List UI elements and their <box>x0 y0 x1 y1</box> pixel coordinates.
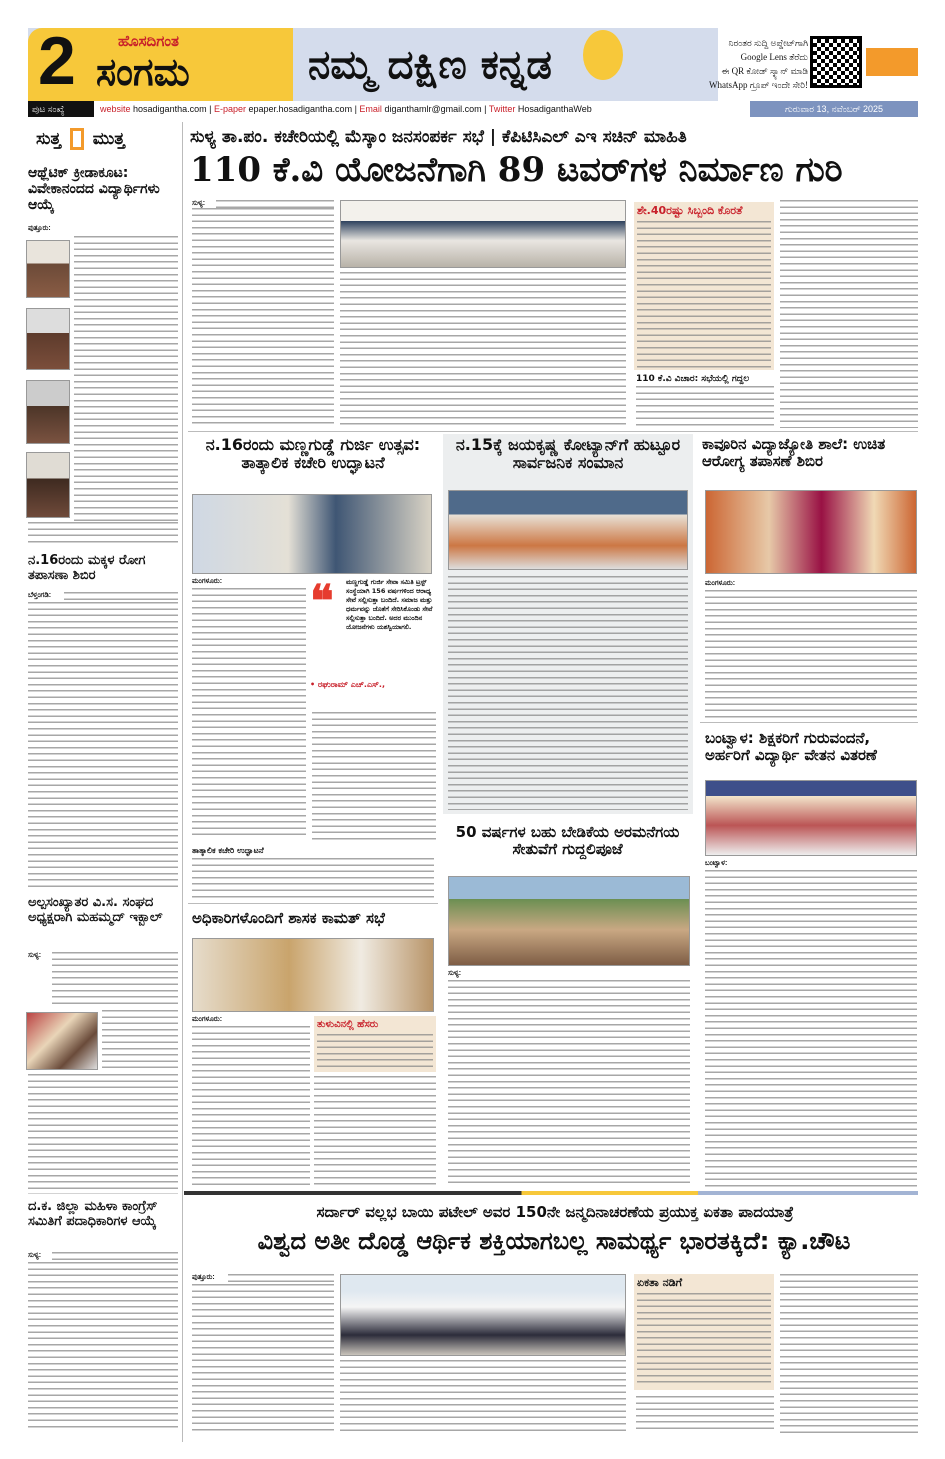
body-text <box>636 1396 774 1434</box>
quote-box <box>310 578 438 698</box>
quote-icon: ❝ <box>310 576 334 627</box>
section-title: ನಮ್ಮ ದಕ್ಷಿಣ ಕನ್ನಡ <box>308 42 552 88</box>
padayatra-photo <box>340 1274 626 1356</box>
logo-right: ಮುತ್ತ <box>92 129 125 149</box>
website-label: website <box>100 104 131 114</box>
bantwal-headline: ಬಂಟ್ವಾಳ: ಶಿಕ್ಷಕರಿಗೆ ಗುರುವಂದನೆ, ಅರ್ಹರಿಗೆ ವಿದ್ಯಾರ್ಥಿ ವೇತನ ವಿತರಣೆ <box>705 729 877 765</box>
qr-note-line: ಈ QR ಕೋಡ್ ಸ್ಕ್ಯಾನ್ ಮಾಡಿ <box>721 66 808 76</box>
body-text <box>340 1360 626 1434</box>
kavoor-dateline: ಮಂಗಳೂರು: <box>705 580 736 587</box>
info-strip <box>28 101 918 117</box>
bottom-kicker: ಸರ್ದಾರ್ ವಲ್ಲಭ ಬಾಯಿ ಪಟೇಲ್ ಅವರ 150ನೇ ಜನ್ಮದಿನಾಚರಣೆಯ ಪ್ರಯುಕ್ತ ಏಕತಾ ಪಾದಯಾತ್ರೆ <box>316 1203 794 1221</box>
body-text <box>448 980 690 1188</box>
body-text <box>637 1293 771 1387</box>
body-text <box>192 1026 310 1188</box>
bottom-sidebar-box <box>634 1274 774 1390</box>
student-photo <box>26 240 70 298</box>
supplement-name: ಸಂಗಮ <box>96 50 190 94</box>
brand-logo: ಹೊಸದಿಗಂತ <box>118 32 179 50</box>
left-story-4-dateline: ಸುಳ್ಯ: <box>28 1252 42 1259</box>
gurji-headline: ನ.16ರಂದು ಮಣ್ಣಗುಡ್ಡೆ ಗುರ್ಜಿ ಉತ್ಸವ: ತಾತ್ಕಾಲಿಕ ಕಚೇರಿ ಉದ್ಘಾಟನೆ <box>205 435 421 473</box>
felicitation-stage-photo <box>448 490 688 570</box>
email-link[interactable]: diganthamlr@gmail.com <box>384 104 482 114</box>
health-camp-photo <box>705 490 917 574</box>
body-text <box>28 522 178 546</box>
links: website hosadigantha.com | E-paper epaper.hosadigantha.com | Email diganthamlr@gmail.com | Twitter HosadiganthaWeb <box>100 104 592 114</box>
lead-headline: 110 ಕೆ.ವಿ ಯೋಜನೆಗಾಗಿ 89 ಟವರ್‌ಗಳ ನಿರ್ಮಾಣ ಗುರಿ <box>190 150 843 190</box>
body-text <box>780 200 918 428</box>
left-story-3-headline: ಅಲ್ಪಸಂಖ್ಯಾತರ ವಿ.ಸ. ಸಂಘದ ಅಧ್ಯಕ್ಷರಾಗಿ ಮಹಮ್ಮದ್ ಇಕ್ಬಾಲ್ <box>28 895 163 925</box>
award-ceremony-photo <box>705 780 917 856</box>
masthead <box>28 23 918 101</box>
page-number: 2 <box>38 23 76 99</box>
student-photo <box>26 380 70 444</box>
left-story-1-dateline: ಪುತ್ತೂರು: <box>28 225 51 232</box>
body-text <box>192 1284 334 1434</box>
body-text <box>705 870 917 1188</box>
body-text <box>314 1076 436 1188</box>
kamath-headline: ಅಧಿಕಾರಿಗಳೊಂದಿಗೆ ಶಾಸಕ ಕಾಮತ್ ಸಭೆ <box>192 909 385 927</box>
body-text <box>74 236 178 522</box>
kavoor-headline: ಕಾವೂರಿನ ವಿದ್ಯಾಜ್ಯೋತಿ ಶಾಲೆ: ಉಚಿತ ಆರೋಗ್ಯ ತಪಾಸಣೆ ಶಿಬಿರ <box>702 435 886 471</box>
bantwal-dateline: ಬಂಟ್ವಾಳ: <box>705 860 728 867</box>
box-title: ತುಳುವಿನಲ್ಲಿ ಹೆಸರು <box>317 1019 379 1030</box>
body-text <box>636 386 774 428</box>
qr-note-line: WhatsApp ಗ್ರೂಪ್ ಇಂದೇ ಸೇರಿ! <box>708 80 808 90</box>
column-divider <box>182 122 183 1442</box>
body-text <box>780 1274 918 1434</box>
website-link[interactable]: hosadigantha.com <box>133 104 207 114</box>
meeting-photo <box>340 200 626 268</box>
divider <box>188 903 438 904</box>
divider <box>188 431 918 432</box>
twitter-link[interactable]: HosadiganthaWeb <box>517 104 592 114</box>
date: ಗುರುವಾರ 13, ನವೆಂಬರ್ 2025 <box>750 101 918 117</box>
body-text <box>340 272 626 428</box>
gurji-dateline: ಮಂಗಳೂರು: <box>192 578 223 585</box>
lead-subhead: 110 ಕೆ.ವಿ ವಿಚಾರ: ಸಭೆಯಲ್ಲಿ ಗದ್ದಲ <box>636 374 750 384</box>
qr-note-line: ನಿರಂತರ ಸುದ್ದಿ ಅಪ್ಡೇಟ್‌ಗಾಗಿ <box>728 38 808 48</box>
left-story-1-headline: ಆಥ್ಲೆಟಿಕ್ ಕ್ರೀಡಾಕೂಟ: ವಿವೇಕಾನಂದದ ವಿದ್ಯಾರ್ಥಿಗಳು ಆಯ್ಕೆ <box>28 165 160 214</box>
body-text <box>448 576 688 810</box>
left-story-4-headline: ದ.ಕ. ಜಿಲ್ಲಾ ಮಹಿಳಾ ಕಾಂಗ್ರೆಸ್ ಸಮಿತಿಗೆ ಪದಾಧಿಕಾರಿಗಳ ಆಯ್ಕೆ <box>28 1199 158 1229</box>
body-text <box>317 1034 433 1070</box>
door-icon <box>70 128 84 150</box>
body-text <box>52 1252 178 1260</box>
lead-dateline: ಸುಳ್ಯ: <box>192 200 206 207</box>
officials-meeting-photo <box>192 938 434 1012</box>
sun-decoration <box>583 30 623 80</box>
body-text <box>28 1262 178 1432</box>
kotian-headline: ನ.15ಕ್ಕೆ ಜಯಕೃಷ್ಣ ಕೋಟ್ಯಾನ್‌ಗೆ ಹುಟ್ಟೂರ ಸಾರ್ವಜನಿಕ ಸಂಮಾನ <box>455 435 681 473</box>
orange-block <box>866 48 918 76</box>
kamath-dateline: ಮಂಗಳೂರು: <box>192 1016 223 1023</box>
qr-note-line: Google Lens ತೆರೆದು <box>740 52 808 62</box>
body-text <box>216 200 334 208</box>
lead-sidebar-box <box>634 202 774 370</box>
epaper-link[interactable]: epaper.hosadigantha.com <box>248 104 353 114</box>
page-label: ಪುಟ ಸಂಖ್ಯೆ <box>28 101 94 117</box>
body-text <box>192 858 434 900</box>
body-text <box>28 1074 178 1194</box>
body-text <box>52 952 178 1008</box>
body-text <box>192 208 334 428</box>
body-text <box>64 592 178 600</box>
sutta-mutta-logo <box>36 128 125 150</box>
body-text <box>312 712 436 842</box>
twitter-label: Twitter <box>488 104 516 114</box>
groundbreaking-photo <box>448 876 690 966</box>
color-rule <box>184 1191 918 1195</box>
body-text <box>637 221 771 369</box>
divider <box>700 722 918 723</box>
body-text <box>192 588 306 838</box>
left-story-2-dateline: ಬೆಳ್ತಂಗಡಿ: <box>28 592 52 599</box>
felicitation-photo <box>26 1012 98 1070</box>
body-text <box>228 1274 334 1282</box>
kamath-sidebar-box <box>314 1016 436 1072</box>
epaper-label: E-paper <box>213 104 246 114</box>
left-story-3-dateline: ಸುಳ್ಯ: <box>28 952 42 959</box>
office-inauguration-photo <box>192 494 432 574</box>
qr-code[interactable] <box>810 36 862 88</box>
left-story-2-headline: ನ.16ರಂದು ಮಕ್ಕಳ ರೋಗ ತಪಾಸಣಾ ಶಿಬಿರ <box>28 553 146 583</box>
logo-left: ಸುತ್ತ <box>36 129 61 149</box>
bottom-dateline: ಪುತ್ತೂರು: <box>192 1274 215 1281</box>
box-title: ಏಕತಾ ನಡಿಗೆ <box>637 1276 683 1289</box>
email-label: Email <box>359 104 382 114</box>
qr-note <box>668 36 808 92</box>
quote-text: ಮಣ್ಣಗುಡ್ಡೆ ಗುರ್ಜಿ ಸೇವಾ ಸಮಿತಿ ಟ್ರಸ್ಟ್ ಸಂಸ್ಥೆಯಾಗಿ 156 ವರ್ಷಗಳಿಂದ ಆರಾಧ್ಯ ಸೇವೆ ಸಲ್ಲಿಸುತ್ತಾ ಬಂದಿದೆ. ಸಮಾಜ ಮತ್ತು ಧರ್ಮವನ್ನು ಜೊತೆಗೆ ಸೇರಿಸಿಕೊಂಡು ಸೇವೆ ಸಲ್ಲಿಸುತ್ತಾ ಬಂದಿದೆ. ಅದರ ಮುಂದಿನ ಯೋಜನೆಗಳು ಯಶಸ್ವಿಯಾಗಲಿ. <box>346 578 433 632</box>
quote-author: • ರಘುರಾಮ್ ಎಚ್.ಎಸ್., <box>310 680 386 689</box>
bridge-headline: 50 ವರ್ಷಗಳ ಬಹು ಬೇಡಿಕೆಯ ಅರಮನೆಗಯ ಸೇತುವೆಗೆ ಗುದ್ದಲಿಪೂಜೆ <box>455 823 680 859</box>
body-text <box>28 602 178 890</box>
body-text <box>705 590 917 718</box>
bottom-headline: ವಿಶ್ವದ ಅತೀ ದೊಡ್ಡ ಆರ್ಥಿಕ ಶಕ್ತಿಯಾಗಬಲ್ಲ ಸಾಮರ್ಥ್ಯ ಭಾರತಕ್ಕಿದೆ: ಕ್ಯಾ.ಚೌಟ <box>257 1227 851 1255</box>
body-text <box>102 1010 178 1072</box>
student-photo <box>26 452 70 518</box>
bridge-dateline: ಸುಳ್ಯ: <box>448 970 462 977</box>
gurji-subhead: ತಾತ್ಕಾಲಿಕ ಕಚೇರಿ ಉದ್ಘಾಟನೆ <box>192 846 264 855</box>
box-title: ಶೇ.40ರಷ್ಟು ಸಿಬ್ಬಂದಿ ಕೊರತೆ <box>637 204 743 217</box>
lead-kicker: ಸುಳ್ಯ ತಾ.ಪಂ. ಕಚೇರಿಯಲ್ಲಿ ಮೆಸ್ಕಾಂ ಜನಸಂಪರ್ಕ ಸಭೆ | ಕೆಪಿಟಿಸಿಎಲ್ ಎಇ ಸಚಿನ್ ಮಾಹಿತಿ <box>190 127 687 147</box>
student-photo <box>26 308 70 370</box>
